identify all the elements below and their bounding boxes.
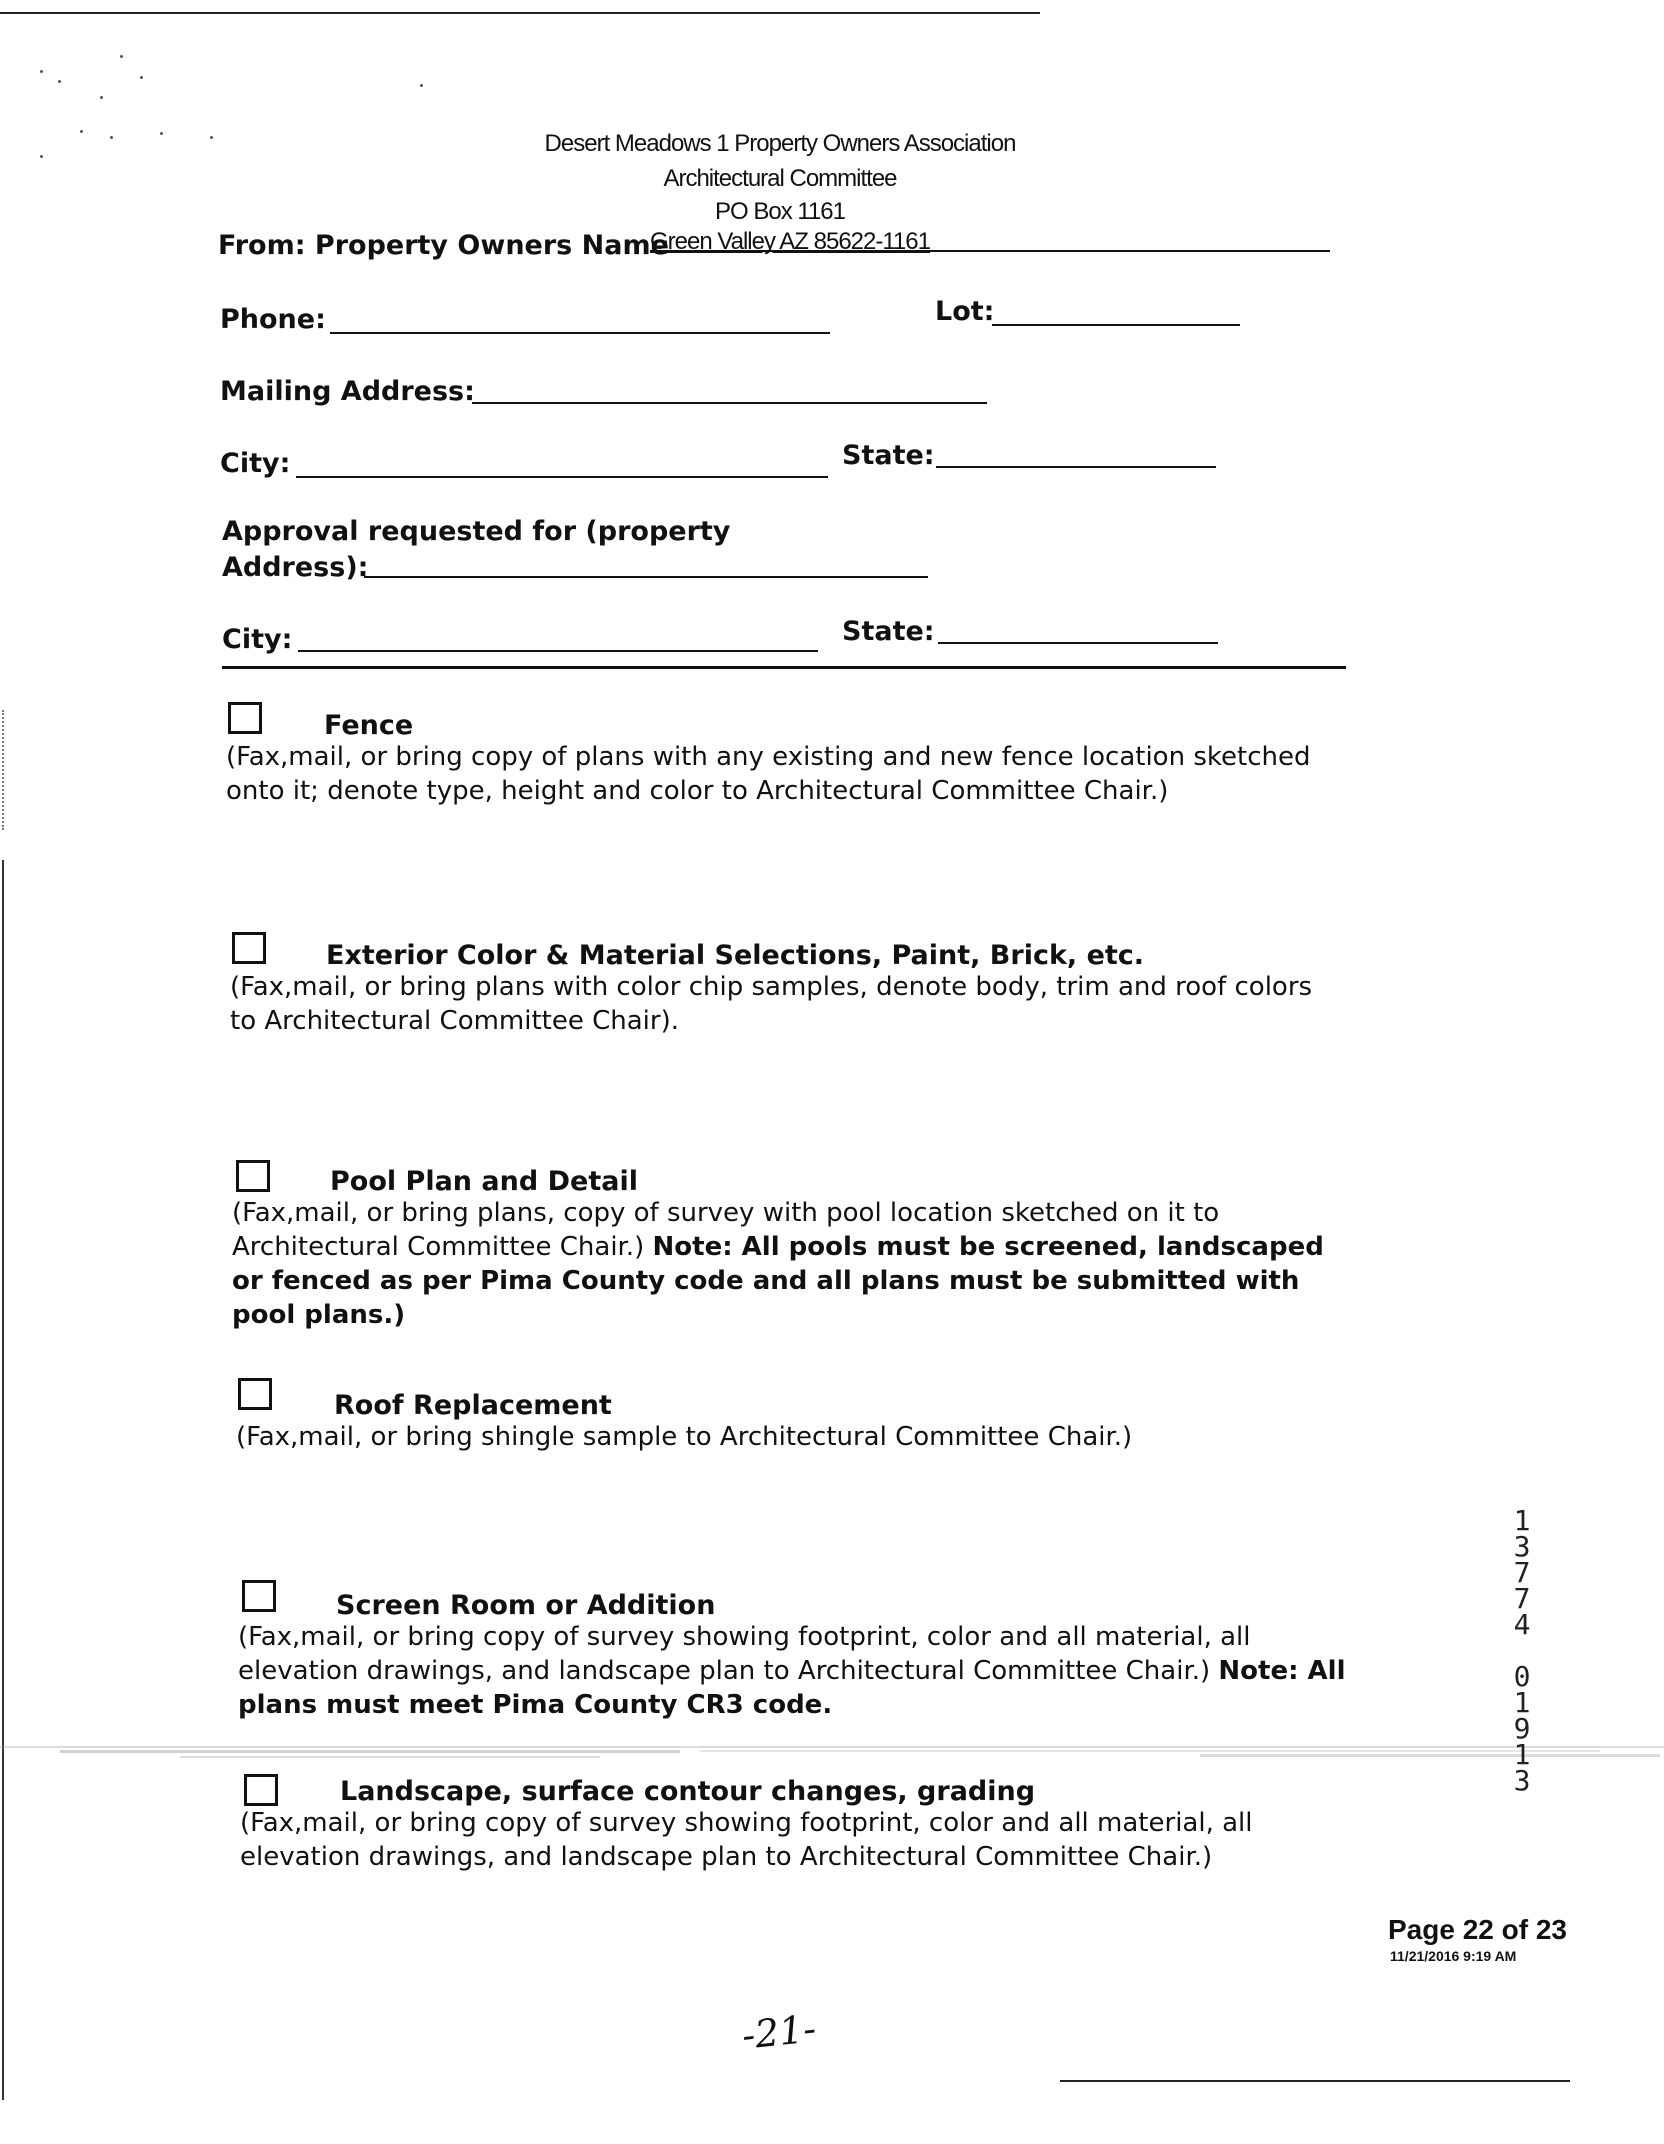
approval-label-line1: Approval requested for (property — [222, 516, 731, 547]
stamp-digit: 1 — [1513, 1686, 1531, 1719]
stamp-digit: 7 — [1513, 1556, 1531, 1589]
lot-field[interactable] — [992, 324, 1240, 326]
state-label: State: — [842, 440, 935, 471]
phone-field[interactable] — [330, 332, 830, 334]
fence-title: Fence — [324, 710, 414, 741]
screen-room-description — [238, 1620, 1348, 1722]
roof-description: (Fax,mail, or bring shingle sample to Architectural Committee Chair.) — [236, 1422, 1133, 1452]
pool-title: Pool Plan and Detail — [330, 1166, 638, 1197]
top-rule — [0, 12, 1040, 14]
landscape-description: (Fax,mail, or bring copy of survey showing footprint, color and all material, all elevation drawings, and landscape plan to Architectural Committee Chair.) — [240, 1808, 1253, 1872]
city-zip: Green Valley AZ 85622-1161 — [650, 228, 930, 255]
roof-title: Roof Replacement — [334, 1390, 612, 1421]
exterior-checkbox[interactable] — [232, 932, 266, 964]
stamp-digit: 0 — [1513, 1660, 1531, 1693]
property-city-field[interactable] — [298, 650, 818, 652]
mailing-address-field[interactable] — [472, 402, 987, 404]
lot-label: Lot: — [935, 296, 995, 327]
pool-desc-text: (Fax,mail, or bring plans, copy of survey with pool location sketched on it to Architectural Committee Chair.) — [232, 1198, 1220, 1262]
owner-name-field[interactable] — [650, 250, 1330, 252]
stamp-digit: 3 — [1513, 1764, 1531, 1797]
pool-checkbox[interactable] — [236, 1160, 270, 1192]
mailing-address-label: Mailing Address: — [220, 376, 475, 407]
property-state-label: State: — [842, 616, 935, 647]
city-label: City: — [220, 448, 291, 479]
exterior-title: Exterior Color & Material Selections, Paint, Brick, etc. — [326, 940, 1145, 971]
print-timestamp: 11/21/2016 9:19 AM — [1390, 1948, 1517, 1964]
property-city-label: City: — [222, 624, 293, 655]
left-scan-edge — [2, 860, 4, 2100]
approval-address-field[interactable] — [364, 576, 928, 578]
org-name: Desert Meadows 1 Property Owners Association — [544, 130, 1016, 157]
stamp-digit: 1 — [1513, 1738, 1531, 1771]
screen-room-note: Note: All plans must meet Pima County CR3 code. — [238, 1656, 1346, 1720]
stamp-digit: 7 — [1513, 1582, 1531, 1615]
city-field[interactable] — [296, 476, 828, 478]
landscape-checkbox[interactable] — [244, 1774, 278, 1806]
approval-label-line2: Address): — [222, 552, 369, 583]
roof-checkbox[interactable] — [238, 1378, 272, 1410]
po-box: PO Box 1161 — [715, 198, 845, 225]
page-number: Page 22 of 23 — [1388, 1914, 1567, 1945]
stamp-digit: 3 — [1513, 1530, 1531, 1563]
pool-note: Note: All pools must be screened, landscaped or fenced as per Pima County code and all plans must be submitted with pool plans.) — [232, 1232, 1324, 1330]
screen-room-checkbox[interactable] — [242, 1580, 276, 1612]
phone-label: Phone: — [220, 304, 326, 335]
handwritten-page-number: -21- — [739, 2006, 819, 2058]
screen-room-title: Screen Room or Addition — [336, 1590, 716, 1621]
stamp-number — [1510, 1504, 1534, 1797]
screen-room-desc-text: (Fax,mail, or bring copy of survey showing footprint, color and all material, all elevation drawings, and landscape plan to Architectural Committee Chair.) — [238, 1622, 1251, 1686]
fence-checkbox[interactable] — [228, 702, 262, 734]
pool-description — [232, 1196, 1342, 1332]
bottom-rule — [1060, 2080, 1570, 2082]
state-field[interactable] — [936, 466, 1216, 468]
fence-description: (Fax,mail, or bring copy of plans with any existing and new fence location sketched onto it; denote type, height and color to Architectural Committee Chair.) — [226, 742, 1311, 806]
committee-name: Architectural Committee — [663, 165, 897, 192]
owner-name-label: From: Property Owners Name — [218, 230, 669, 261]
stamp-digit: 4 — [1513, 1608, 1531, 1641]
property-state-field[interactable] — [938, 642, 1218, 644]
section-divider — [222, 666, 1346, 669]
stamp-digit: 1 — [1513, 1504, 1531, 1537]
left-scan-edge-dots — [2, 710, 6, 830]
landscape-title: Landscape, surface contour changes, grading — [340, 1776, 1036, 1807]
stamp-digit: 9 — [1513, 1712, 1531, 1745]
exterior-description: (Fax,mail, or bring plans with color chip samples, denote body, trim and roof colors to Architectural Committee Chair). — [230, 972, 1313, 1036]
